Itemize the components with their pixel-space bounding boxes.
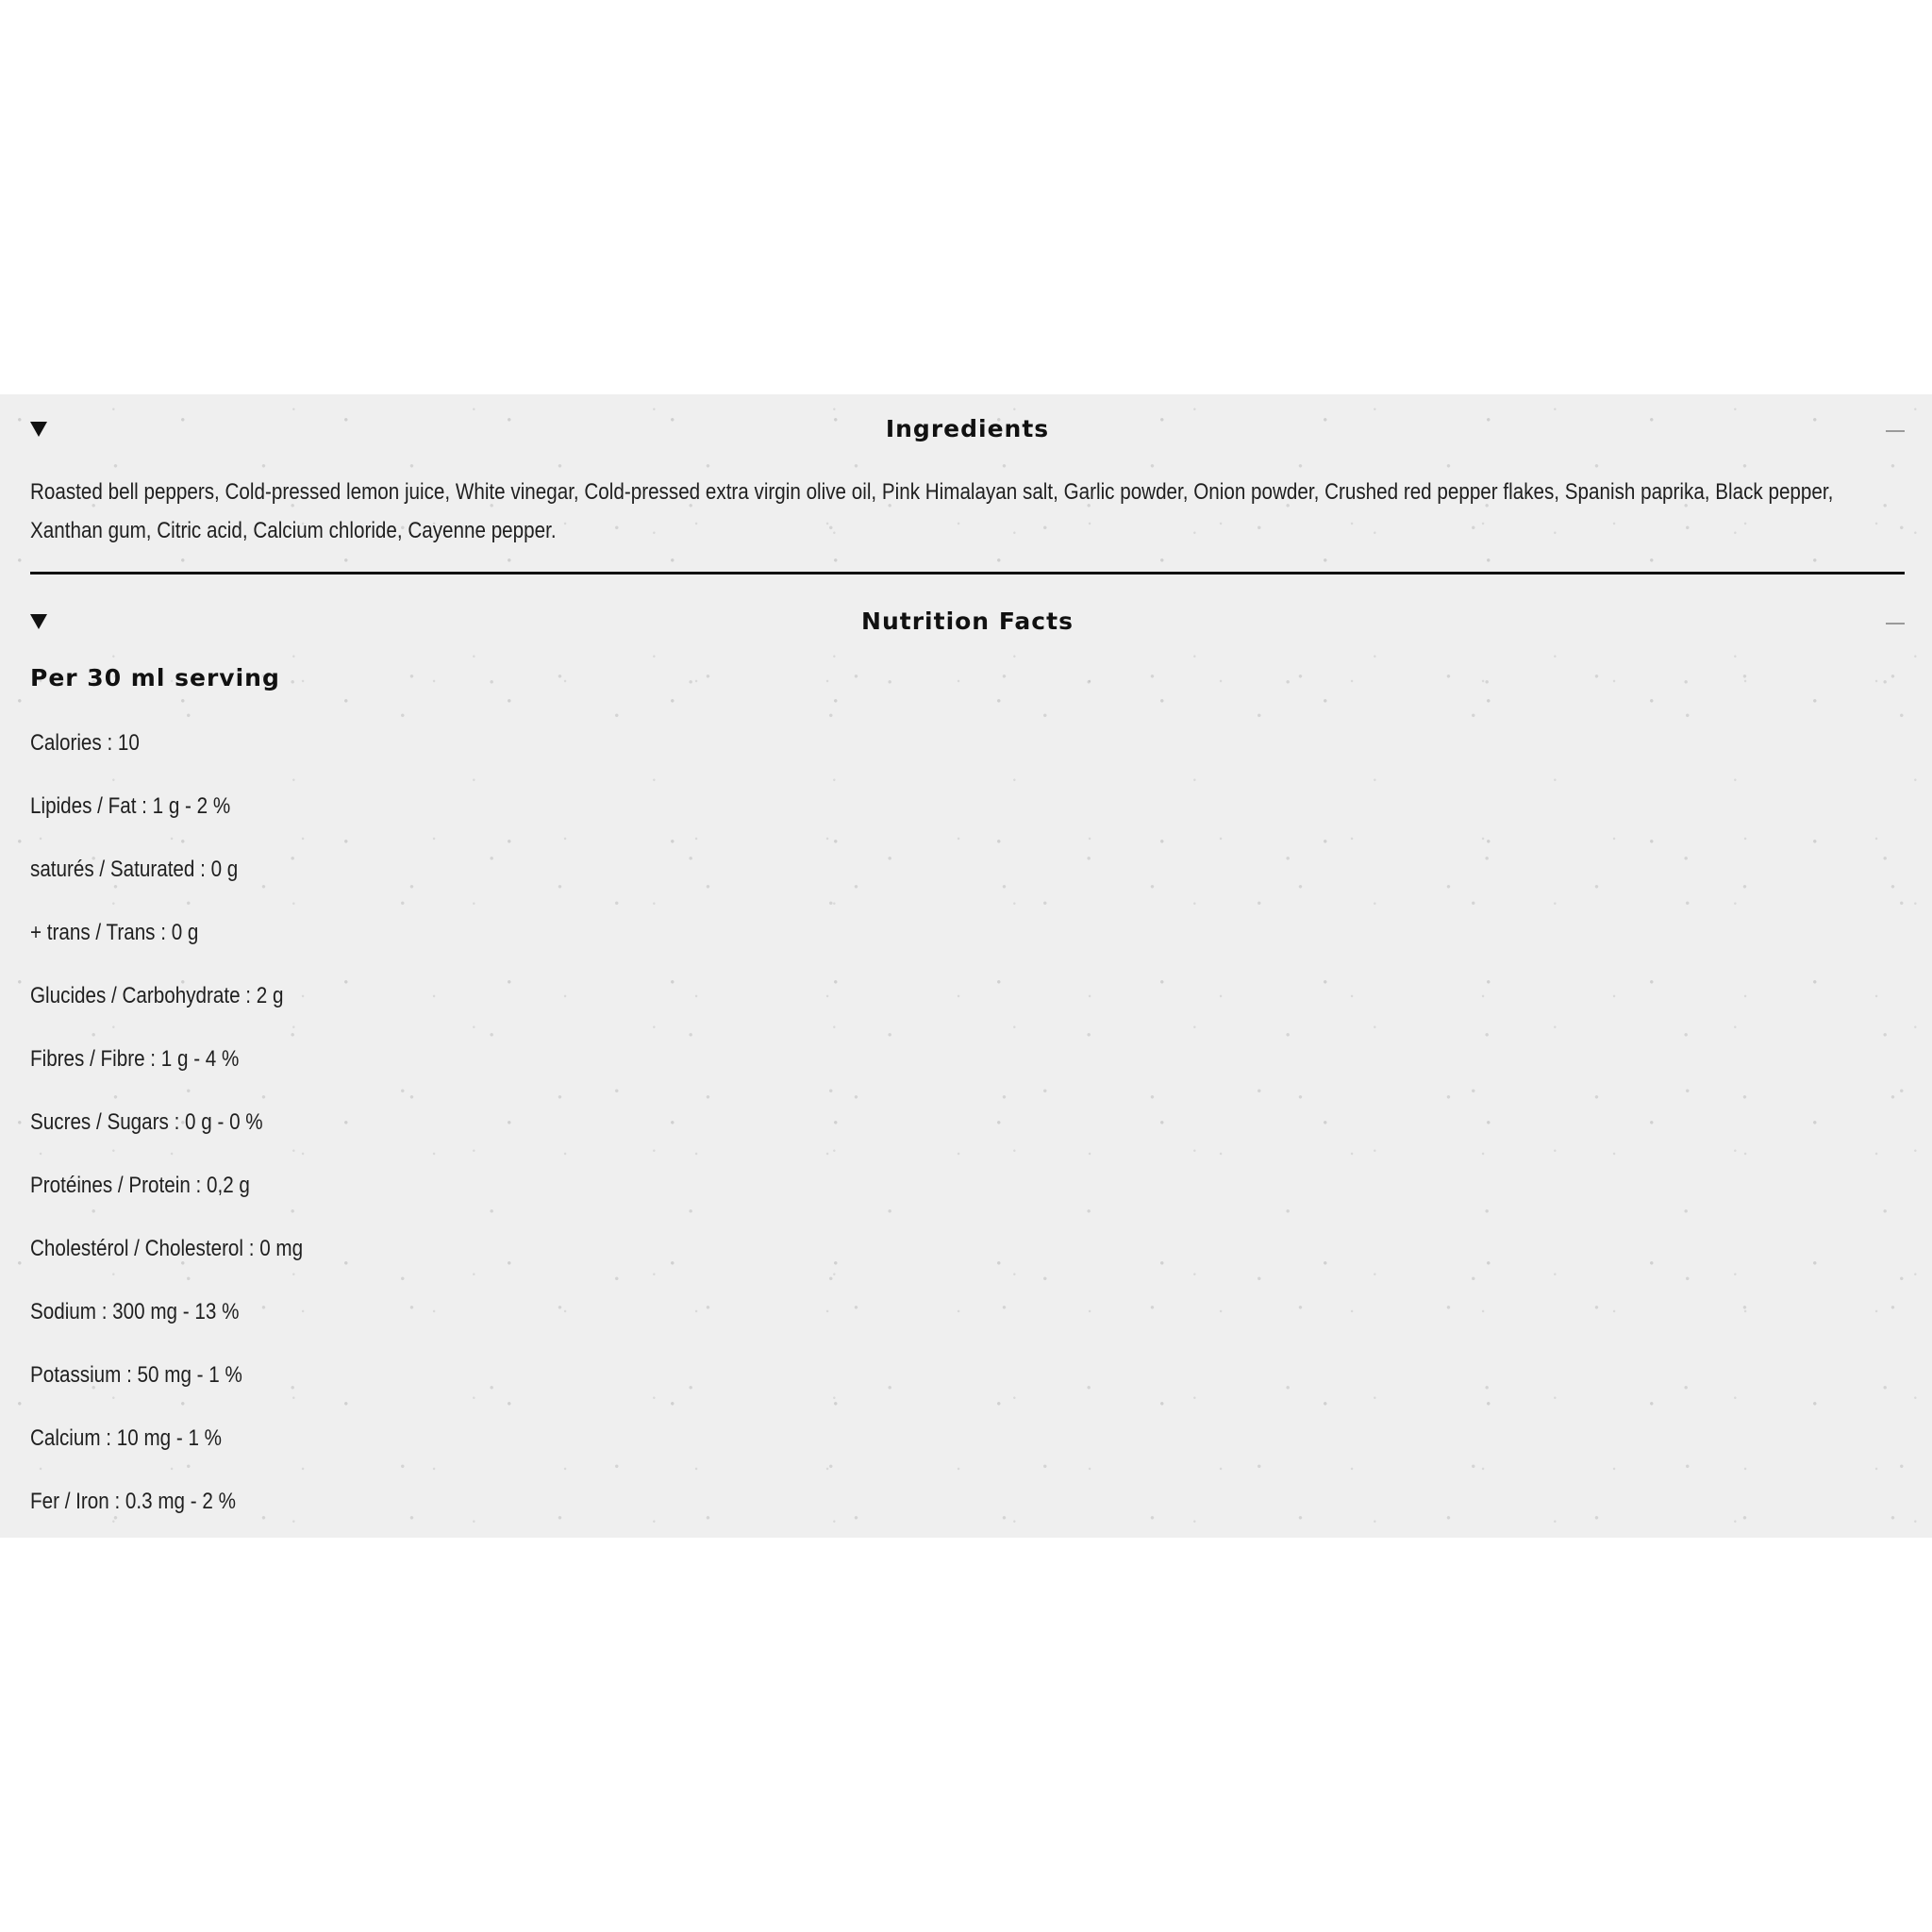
product-details-panel <box>0 394 1932 1538</box>
nutrition-fact: Calcium : 10 mg - 1 % <box>30 1425 223 1451</box>
nutrition-fact: Sucres / Sugars : 0 g - 0 % <box>30 1109 263 1135</box>
minus-icon[interactable] <box>1886 430 1905 432</box>
minus-icon[interactable] <box>1886 623 1905 625</box>
section-divider <box>30 572 1905 575</box>
nutrition-fact: Cholestérol / Cholesterol : 0 mg <box>30 1236 304 1261</box>
ingredients-title: Ingredients <box>885 415 1050 442</box>
nutrition-fact: saturés / Saturated : 0 g <box>30 857 239 882</box>
nutrition-fact: + trans / Trans : 0 g <box>30 920 199 945</box>
nutrition-fact: Calories : 10 <box>30 730 140 756</box>
serving-size: Per 30 ml serving <box>30 664 280 691</box>
ingredients-accordion-header[interactable] <box>30 411 1905 449</box>
nutrition-fact: Fer / Iron : 0.3 mg - 2 % <box>30 1489 236 1514</box>
nutrition-fact: Potassium : 50 mg - 1 % <box>30 1362 242 1388</box>
nutrition-fact: Sodium : 300 mg - 13 % <box>30 1299 240 1324</box>
nutrition-fact: Fibres / Fibre : 1 g - 4 % <box>30 1046 240 1072</box>
nutrition-fact: Lipides / Fat : 1 g - 2 % <box>30 793 231 819</box>
nutrition-fact: Protéines / Protein : 0,2 g <box>30 1173 250 1198</box>
nutrition-facts-list <box>30 729 347 1551</box>
ingredients-text: Roasted bell peppers, Cold-pressed lemon juice, White vinegar, Cold-pressed extra virgin olive oil, Pink Himalayan salt, Garlic powder, Onion powder, Crushed red pepper flakes, Spanish paprika, Black pepper, Xanthan gum, Citric acid, Calcium chloride, Cayenne pepper. <box>30 479 1834 543</box>
nutrition-title: Nutrition Facts <box>861 608 1074 635</box>
nutrition-fact: Glucides / Carbohydrate : 2 g <box>30 983 284 1008</box>
nutrition-accordion-header[interactable] <box>30 604 1905 641</box>
